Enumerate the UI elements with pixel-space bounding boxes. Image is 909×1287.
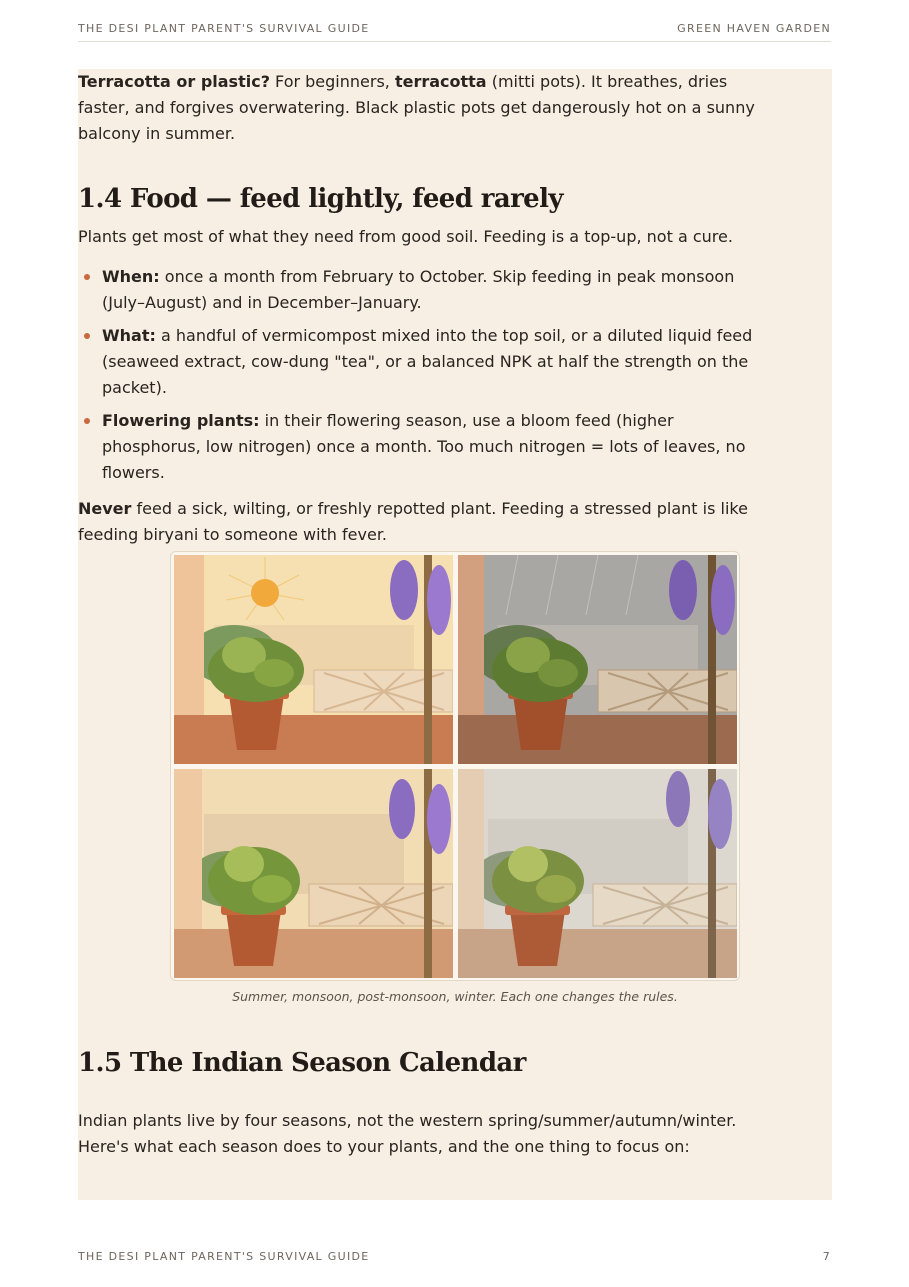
bullet-icon xyxy=(84,333,90,339)
list-item: What: a handful of vermicompost mixed into the top soil, or a diluted liquid feed (seaweed extract, cow-dung "tea", or a balanced NPK at half the strength on the packet). xyxy=(78,323,773,401)
feeding-list xyxy=(78,264,773,486)
running-footer xyxy=(78,1250,831,1263)
figure-caption: Summer, monsoon, post-monsoon, winter. Each one changes the rules. xyxy=(232,989,678,1004)
bullet-icon xyxy=(84,418,90,424)
food-intro: Plants get most of what they need from good soil. Feeding is a top-up, not a cure. xyxy=(78,227,733,246)
bullet-icon xyxy=(84,274,90,280)
header-title: THE DESI PLANT PARENT'S SURVIVAL GUIDE xyxy=(78,22,370,35)
section-heading-calendar: 1.5 The Indian Season Calendar xyxy=(78,1048,526,1078)
page-number: 7 xyxy=(822,1250,831,1263)
list-item: When: once a month from February to October. Skip feeding in peak monsoon (July–August) and in December–January. xyxy=(78,264,773,316)
calendar-intro: Indian plants live by four seasons, not the western spring/summer/autumn/winter. Here's what each season does to your plants, and the one thing to focus on: xyxy=(78,1111,737,1156)
seasons-illustration xyxy=(170,551,740,981)
section-heading-food: 1.4 Food — feed lightly, feed rarely xyxy=(78,184,563,214)
list-item: Flowering plants: in their flowering season, use a bloom feed (higher phosphorus, low nitrogen) once a month. Too much nitrogen = lots of leaves, no flowers. xyxy=(78,408,773,486)
footer-title: THE DESI PLANT PARENT'S SURVIVAL GUIDE xyxy=(78,1250,370,1263)
header-brand: GREEN HAVEN GARDEN xyxy=(677,22,831,35)
page-content xyxy=(78,69,832,1200)
monsoon-panel-image xyxy=(458,555,737,764)
post-monsoon-panel-image xyxy=(174,769,453,978)
pot-paragraph: Terracotta or plastic? For beginners, terracotta (mitti pots). It breathes, dries faster, and forgives overwatering. Black plastic pots get dangerously hot on a sunny balcony in summer. xyxy=(78,72,755,143)
winter-panel-image xyxy=(458,769,737,978)
summer-panel-image xyxy=(174,555,453,764)
never-paragraph: Never feed a sick, wilting, or freshly repotted plant. Feeding a stressed plant is like feeding biryani to someone with fever. xyxy=(78,499,748,544)
running-header xyxy=(78,22,831,42)
